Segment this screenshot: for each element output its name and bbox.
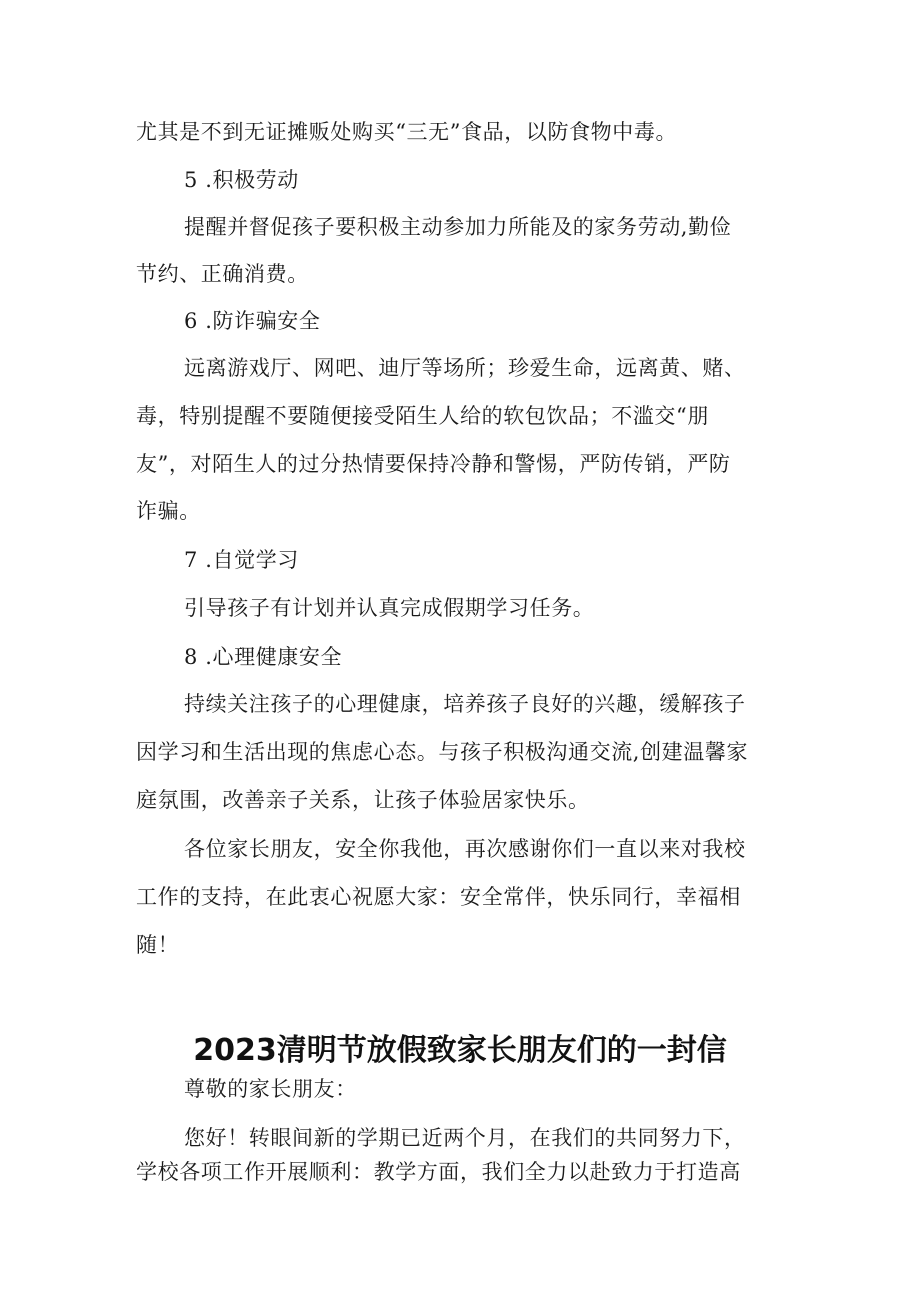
paragraph-line: 远离游戏厅、网吧、迪厅等场所；珍爱生命，远离黄、赌、 [184,356,746,380]
closing-line: 随！ [136,933,180,957]
paragraph-line: 毒，特别提醒不要随便接受陌生人给的软包饮品；不滥交“朋 [136,404,709,428]
paragraph-line: 引导孩子有计划并认真完成假期学习任务。 [184,596,595,620]
paragraph-line: 您好！转眼间新的学期已近两个月，在我们的共同努力下， [184,1126,746,1150]
closing-line: 各位家长朋友，安全你我他，再次感谢你们一直以来对我校 [184,837,746,861]
paragraph-line: 提醒并督促孩子要积极主动参加力所能及的家务劳动,勤俭 [184,215,732,239]
section-title-5: 5 .积极劳动 [184,168,299,192]
paragraph-line: 友”，对陌生人的过分热情要保持冷静和警惕，严防传销，严防 [136,452,731,476]
letter-title: 2023清明节放假致家长朋友们的一封信 [193,1033,727,1068]
closing-line: 工作的支持，在此衷心祝愿大家：安全常伴，快乐同行，幸福相 [136,885,741,909]
paragraph-line: 尤其是不到无证摊贩处购买“三无”食品，以防食物中毒。 [136,120,678,144]
paragraph-line: 持续关注孩子的心理健康，培养孩子良好的兴趣，缓解孩子 [184,692,746,716]
paragraph-line: 节约、正确消费。 [136,262,309,286]
paragraph-line: 诈骗。 [136,499,201,523]
salutation: 尊敬的家长朋友： [184,1077,357,1101]
paragraph-line: 因学习和生活出现的焦虑心态。与孩子积极沟通交流,创建温馨家 [136,740,749,764]
paragraph-line: 学校各项工作开展顺利：教学方面，我们全力以赴致力于打造高 [136,1160,741,1184]
section-title-6: 6 .防诈骗安全 [184,309,321,333]
paragraph-line: 庭氛围，改善亲子关系，让孩子体验居家快乐。 [136,788,590,812]
section-title-7: 7 .自觉学习 [184,548,299,572]
section-title-8: 8 .心理健康安全 [184,645,343,669]
